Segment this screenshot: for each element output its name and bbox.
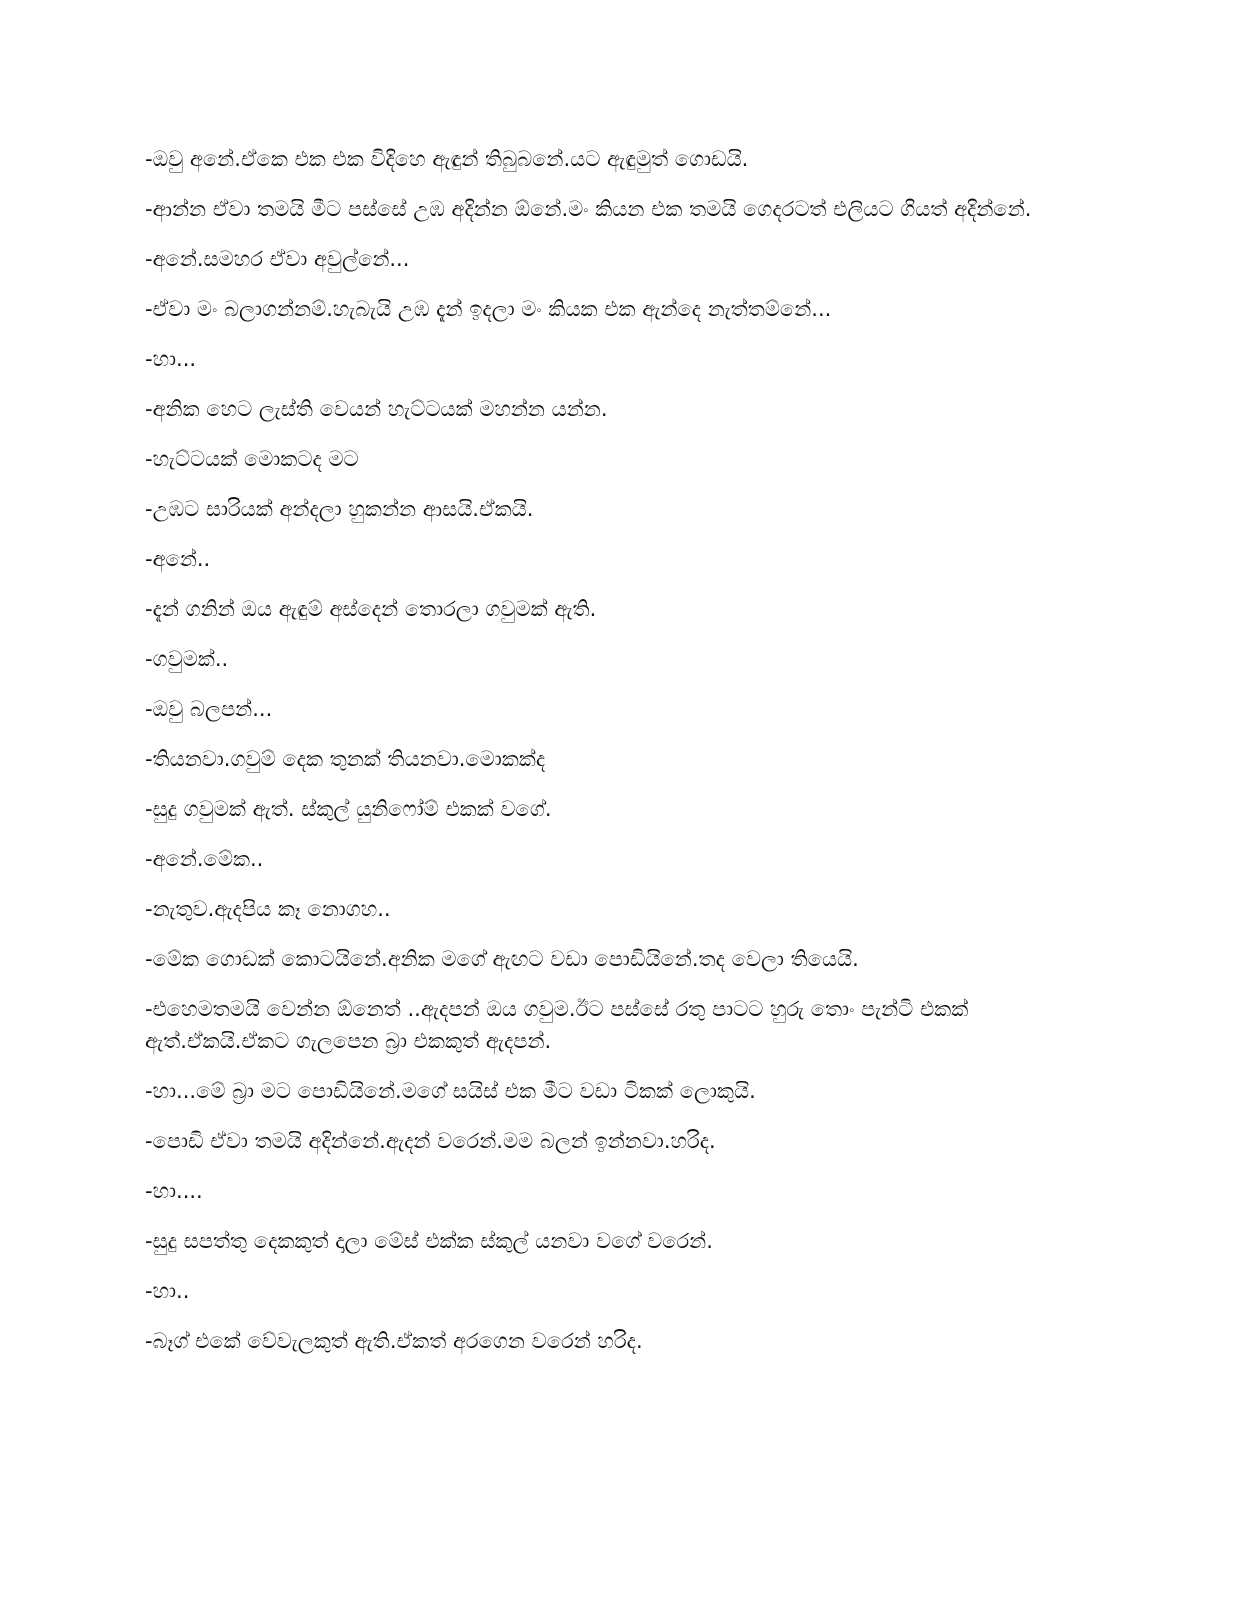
dialogue-line: -හැට්ටයක් මොකටද මට [145,447,359,471]
dialogue-line: -ඔවු අනේ.ඒකෙ එක එක විදිහෙ ඇඳුන් තිබුබනේ.යට ඇඳුමුත් ගොඩයි. [145,147,749,171]
dialogue-line: -සුදු ගවුමක් ඇත්. ස්කුල් යුනිෆෝම් එකක් වගේ. [145,797,552,821]
dialogue-line: -මේක ගොඩක් කොටයිනේ.අනික මගේ ඇඟට වඩා පොඩියිනේ.තද වෙලා තියෙයි. [145,947,859,971]
dialogue-line: -පොඩි ඒවා තමයි අදින්නේ.ඇදන් වරෙන්.මම බලන් ඉන්නවා.හරිද. [145,1129,716,1153]
dialogue-line: -ඔවු බලපන්... [145,697,273,721]
dialogue-line: -හා.... [145,1179,203,1203]
dialogue-line: -තියනවා.ගවුම් දෙක තුනක් තියනවා.මොකක්ද [145,747,546,771]
dialogue-line: -අනේ.මේක.. [145,847,264,871]
dialogue-line: -එහෙමතමයි වෙන්න ඕනෙත් ..ඇදපන් ඔය ගවුම.ඊට පස්සේ රතු පාටට හුරු තොං පැන්ටි එකක් ඇත්.ඒකයි.ඒකට ගැලපෙන බ්‍රා එකකුත් ඇදපන්. [145,997,969,1053]
dialogue-line: -උඹට සාරියක් අන්දලා හුකන්න ආසයි.ඒකයි. [145,497,534,521]
dialogue-line: -හා.. [145,1279,190,1303]
dialogue-line: -බෑග් එකේ වේවැලකුත් ඇති.ඒකත් අරගෙන වරෙන් හරිද. [145,1329,643,1353]
dialogue-line: -ගවුමක්.. [145,647,229,671]
dialogue-line: -නැතුව.ඇදපිය කෑ නොගහ.. [145,897,391,921]
dialogue-line: -හා...මේ බ්‍රා මට පොඩියිනේ.මගේ සයිස් එක මීට වඩා ටිකක් ලොකුයි. [145,1079,756,1103]
dialogue-line: -අනික හෙට ලැස්ති වෙයන් හැට්ටයක් මහන්න යන්න. [145,397,608,421]
dialogue-line: -හා... [145,347,197,371]
dialogue-line: -අනේ.. [145,547,211,571]
dialogue-line: -ආන්න ඒවා තමයි මීට පස්සේ උඹ අදින්න ඕනේ.මං කියන එක තමයි ගෙදරටත් එලියට ගියත් අදින්නේ. [145,197,1032,221]
dialogue-line: -ඒවා මං බලාගන්නම්.හැබැයි උඹ දැන් ඉදලා මං කියක එක ඇන්දෙ නැත්තම්නේ... [145,297,832,321]
dialogue-text [145,143,1075,1375]
dialogue-line: -සුදු සපත්තු දෙකකුත් දාලා මේස් එක්ක ස්කුල් යනවා වගේ වරෙන්. [145,1229,713,1253]
dialogue-line: -අනේ.සමහර ඒවා අවුල්නේ... [145,247,410,271]
dialogue-line: -දැන් ගනින් ඔය ඇඳුම් අස්දෙන් තොරලා ගවුමක් ඇති. [145,597,597,621]
